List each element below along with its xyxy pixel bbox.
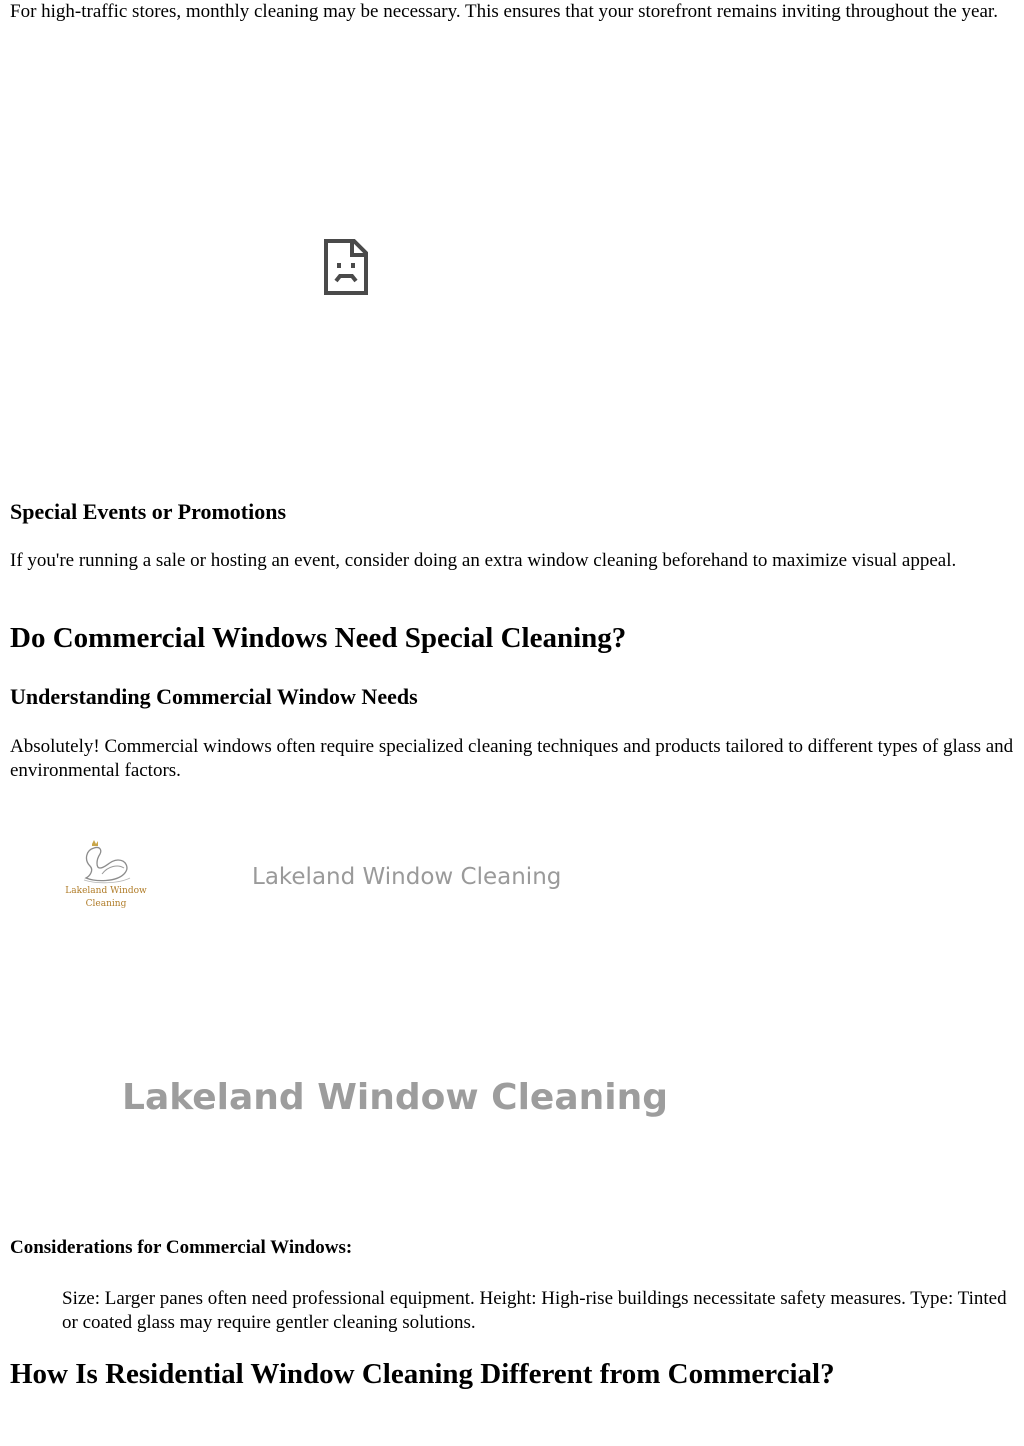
- swan-logo-image: [60, 838, 152, 914]
- banner-alt-text: Lakeland Window Cleaning: [122, 1077, 668, 1118]
- special-events-heading: Special Events or Promotions: [10, 499, 287, 524]
- logo-caption-line2: Cleaning: [85, 899, 127, 909]
- residential-heading: How Is Residential Window Cleaning Different from Commercial?: [10, 1358, 835, 1390]
- broken-image-icon: [324, 239, 368, 295]
- commercial-subheading: Understanding Commercial Window Needs: [10, 684, 418, 709]
- considerations-list: Size: Larger panes often need professional equipment. Height: High-rise buildings necessitate safety measures. Type: Tinted or coated glass may require gentler cleaning solutions.: [62, 1288, 1007, 1333]
- commercial-paragraph: Absolutely! Commercial windows often require specialized cleaning techniques and products tailored to different types of glass and environmental factors.: [10, 736, 1014, 781]
- logo-alt-text: Lakeland Window Cleaning: [252, 864, 562, 890]
- considerations-heading: Considerations for Commercial Windows:: [10, 1237, 353, 1258]
- commercial-heading: Do Commercial Windows Need Special Cleaning?: [10, 622, 627, 654]
- intro-paragraph: For high-traffic stores, monthly cleaning may be necessary. This ensures that your storefront remains inviting throughout the year.: [10, 1, 998, 22]
- special-events-paragraph: If you're running a sale or hosting an event, consider doing an extra window cleaning beforehand to maximize visual appeal.: [10, 550, 957, 571]
- logo-caption-line1: Lakeland Window: [65, 886, 147, 896]
